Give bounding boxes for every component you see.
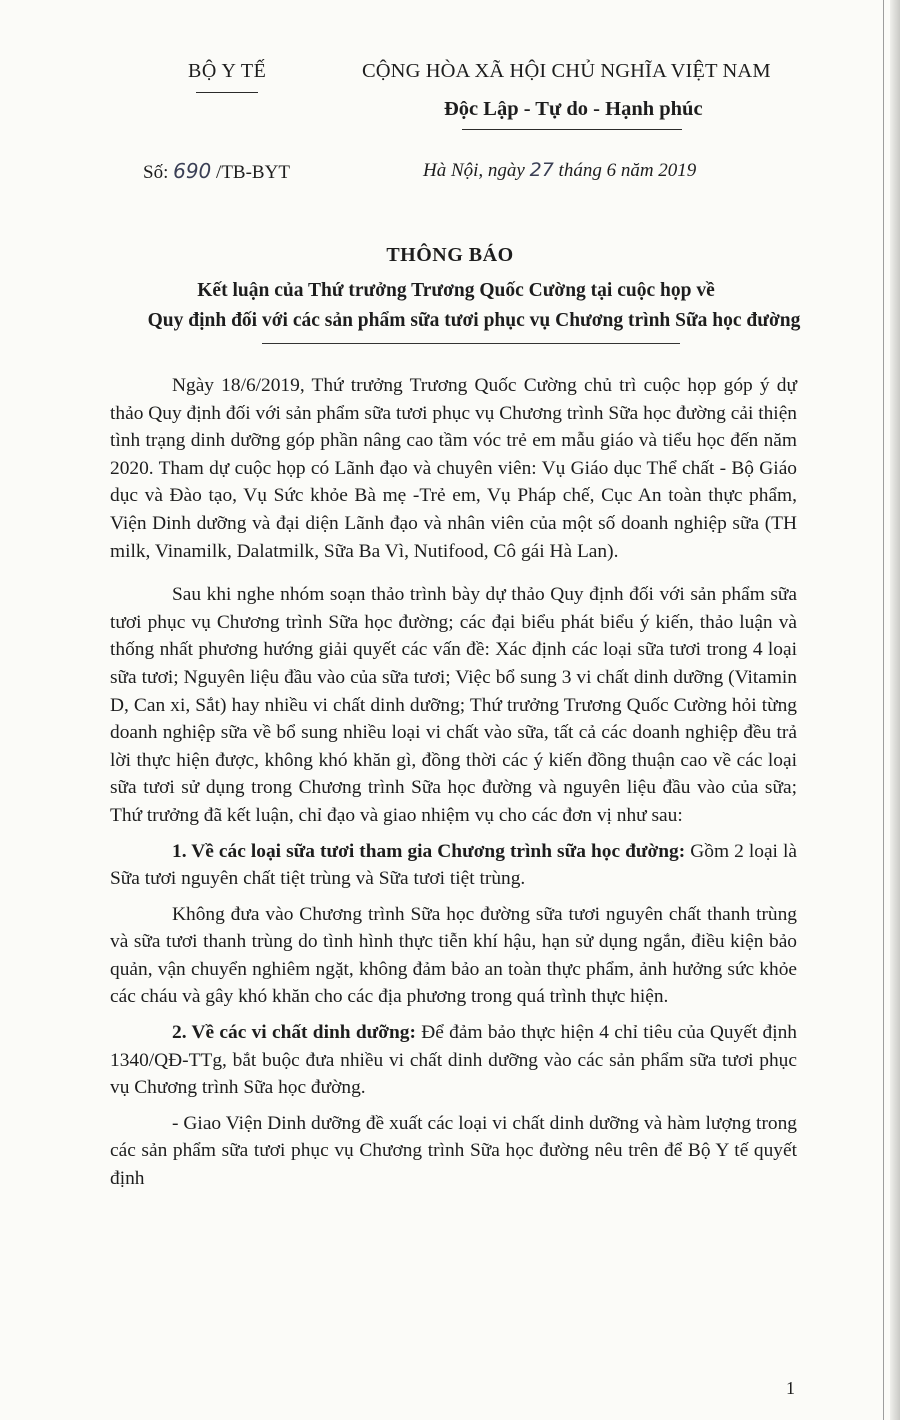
section-1-heading: 1. Về các loại sữa tươi tham gia Chương trình sữa học đường:: [172, 840, 686, 862]
paragraph-discussion: Sau khi nghe nhóm soạn thảo trình bày dự thảo Quy định đối với sản phẩm sữa tươi phục vụ Chương trình Sữa học đường; các đại biểu phát biểu ý kiến, thảo luận và thống nhất phương hướng giải quyết các vấn đề: Xác định các loại sữa tươi trong 4 loại sữa tươi; Nguyên liệu đầu vào của sữa tươi; Việc bổ sung 3 vi chất dinh dưỡng (Vitamin D, Can xi, Sắt) hay nhiều vi chất dinh dưỡng; Thứ trưởng Trương Quốc Cường hỏi từng doanh nghiệp sữa về bổ sung nhiều loại vi chất vào sữa, tất cả các doanh nghiệp đều trả lời thực hiện được, không khó khăn gì, đồng thời các ý kiến đồng thuận cao về các loại sữa tươi sử dụng trong Chương trình Sữa học đường và nguyên liệu đầu vào của sữa; Thứ trưởng đã kết luận, chỉ đạo và giao nhiệm vụ cho các đơn vị như sau:: [110, 584, 797, 826]
number-prefix: Số:: [143, 162, 169, 183]
section-1: [110, 838, 797, 893]
motto-underline: [462, 129, 682, 130]
section-2-text: Để đảm bảo thực hiện 4 chỉ tiêu của Quyết định 1340/QĐ-TTg, bắt buộc đưa nhiều vi chất dinh dưỡng vào các sản phẩm sữa tươi phục vụ Chương trình Sữa học đường.: [110, 1022, 797, 1099]
ministry-name: BỘ Y TẾ: [188, 60, 267, 82]
page-number: 1: [786, 1378, 795, 1398]
section-1-text: Gồm 2 loại là Sữa tươi nguyên chất tiệt trùng và Sữa tươi tiệt trùng.: [110, 840, 797, 890]
ministry-underline: [196, 92, 258, 93]
national-motto: Độc Lập - Tự do - Hạnh phúc: [444, 98, 703, 120]
date-suffix: tháng 6 năm 2019: [558, 160, 697, 181]
section-1-detail: Không đưa vào Chương trình Sữa học đường sữa tươi nguyên chất thanh trùng và sữa tươi thanh trùng do tình hình thực tiễn khí hậu, hạn sử dụng ngắn, điều kiện bảo quản, vận chuyển nghiêm ngặt, không đảm bảo an toàn thực phẩm, ảnh hưởng sức khỏe các cháu và gây khó khăn cho các địa phương trong quá trình thực hiện.: [110, 903, 797, 1008]
date-day-handwritten: 27: [529, 159, 554, 181]
title-underline: [262, 343, 680, 344]
document-number: [143, 159, 290, 184]
scan-edge-shadow: [890, 0, 900, 1420]
number-handwritten: 690: [173, 159, 212, 183]
section-2-heading: 2. Về các vi chất dinh dưỡng:: [172, 1022, 416, 1044]
scan-border-line: [883, 0, 884, 1420]
number-suffix: /TB-BYT: [216, 162, 290, 183]
national-title: CỘNG HÒA XÃ HỘI CHỦ NGHĨA VIỆT NAM: [362, 60, 771, 82]
document-title: THÔNG BÁO: [386, 244, 514, 266]
document-body: [110, 372, 797, 1201]
document-subtitle-line1: Kết luận của Thứ trưởng Trương Quốc Cường tại cuộc họp về: [197, 280, 715, 301]
date-prefix: Hà Nội, ngày: [423, 160, 525, 181]
document-subtitle-line2: Quy định đối với các sản phẩm sữa tươi phục vụ Chương trình Sữa học đường: [147, 310, 801, 331]
document-date: [423, 159, 696, 182]
paragraph-meeting-info: Ngày 18/6/2019, Thứ trưởng Trương Quốc Cường chủ trì cuộc họp góp ý dự thảo Quy định đối với sản phẩm sữa tươi phục vụ Chương trình Sữa học đường cải thiện tình trạng dinh dưỡng góp phần nâng cao tầm vóc trẻ em mẫu giáo và tiểu học đến năm 2020. Tham dự cuộc họp có Lãnh đạo và chuyên viên: Vụ Giáo dục Thể chất - Bộ Giáo dục và Đào tạo, Vụ Sức khỏe Bà mẹ -Trẻ em, Vụ Pháp chế, Cục An toàn thực phẩm, Viện Dinh dưỡng và đại diện Lãnh đạo và nhân viên của một số doanh nghiệp sữa (TH milk, Vinamilk, Dalatmilk, Sữa Ba Vì, Nutifood, Cô gái Hà Lan).: [110, 375, 797, 562]
section-2: [110, 1019, 797, 1102]
section-2-detail: - Giao Viện Dinh dưỡng đề xuất các loại vi chất dinh dưỡng và hàm lượng trong các sản phẩm sữa tươi phục vụ Chương trình Sữa học đường nêu trên để Bộ Y tế quyết định: [110, 1112, 797, 1190]
issuing-agency: [188, 60, 266, 83]
